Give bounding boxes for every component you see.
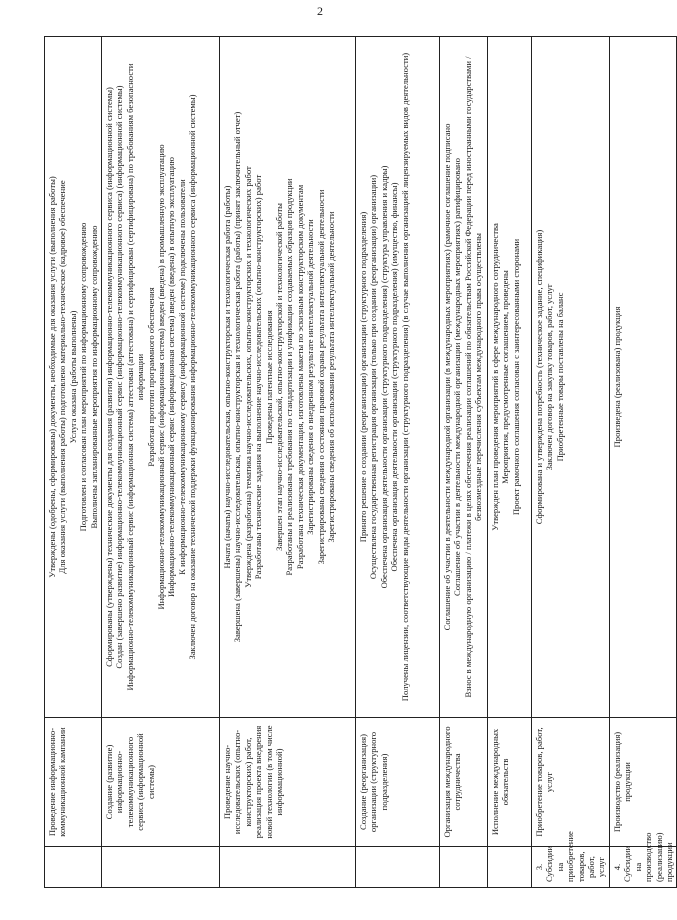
- result-line: Информационно-телекоммуникационный сервис (информационная система) аттестован (аттестована) и сертифицирован (сертифицирована) по требованиям безопасности информации: [124, 63, 146, 691]
- table-cell-subject: Проведение информационно-коммуникационной кампании: [45, 718, 102, 847]
- result-line: Разработан прототип программного обеспечения: [145, 287, 156, 467]
- result-line: Заключен договор на оказание технической поддержки функционирования информационно-телекоммуникационного сервиса (информационной системы): [187, 94, 198, 660]
- table-row: [220, 37, 356, 888]
- table-cell-empty: [45, 847, 102, 888]
- table-row: [609, 37, 676, 888]
- result-line: Проведены патентные исследования: [263, 310, 274, 444]
- rotated-page: [44, 36, 674, 888]
- table-row: [356, 37, 440, 888]
- table-cell-results: [609, 37, 676, 718]
- result-line: Обеспечена организация деятельности организации (структурного подразделения) (структура управления и кадры): [378, 165, 389, 589]
- result-line: Завершена (завершены) научно-исследовательская, опытно-конструкторская и технологическая работа (работы) (принят заключительный отчет): [232, 111, 243, 643]
- table-cell-results: [440, 37, 488, 718]
- table-cell-subject: Организация международного сотрудничества: [440, 718, 488, 847]
- result-line: Завершен этап научно-исследовательской, опытно-конструкторской и технологической работы: [274, 203, 285, 551]
- table-cell-empty: [102, 847, 220, 888]
- result-line: Зарегистрированы сведения о состоянии правовой охраны результата интеллектуальной деятельности: [315, 189, 326, 565]
- result-line: Соглашение об участии в деятельности международной организации (в международных мероприятиях) (рамочное соглашение подписано: [442, 123, 453, 631]
- table-cell-results: [532, 37, 610, 718]
- table-row: [102, 37, 220, 888]
- result-line: Принято решение о создании (реорганизации) организации (структурного подразделения): [358, 211, 369, 543]
- result-line: Соглашение об участии в деятельности международной организации (международных мероприятиях) ратифицировано: [452, 158, 463, 596]
- table-cell-results: [356, 37, 440, 718]
- result-line: Зарегистрированы сведения о внедренном результате интеллектуальной деятельности: [305, 219, 316, 535]
- result-line: Сформированы (утверждены) технические документы для создания (развития) информационно-телекоммуникационного сервиса (информационной системы): [104, 87, 115, 667]
- result-line: Обеспечена организация деятельности организации (структурного подразделения) (имущество, финансы): [389, 182, 400, 572]
- table-cell-results: [220, 37, 356, 718]
- table-cell-subject: Создание (развитие) информационно-телекоммуникационного сервиса (информационной системы): [102, 718, 220, 847]
- measures-table: [44, 36, 677, 888]
- table-cell-number: 4. Субсидии на производство (реализацию) продукции: [609, 847, 676, 888]
- result-line: Получены лицензии, соответствующие виды деятельности организации (структурного подразделения) (в случае выполнения организацией лицензируемых видов деятельности): [399, 52, 410, 702]
- result-line: Создан (завершено развитие) информационно-телекоммуникационный сервис (информационно-телекоммуникационного сервиса) (информационной системы): [114, 85, 125, 669]
- result-line: Для оказания услуги (выполнения работы) подготовлено материально-техническое (кадровое) обеспечение: [57, 180, 68, 574]
- table-cell-results: [45, 37, 102, 718]
- table-row: [45, 37, 102, 888]
- table-cell-empty: [440, 847, 488, 888]
- table-cell-number: 3. Субсидии на приобретение товаров, работ, услуг: [532, 847, 610, 888]
- result-line: Информационно-телекоммуникационный сервис (информационная система) введен (введена) в опытную эксплуатацию: [166, 157, 177, 597]
- result-line: Произведена (реализована) продукция: [611, 306, 622, 448]
- result-line: Осуществлена государственная регистрация организации (только при создании (реорганизации) организации): [368, 174, 379, 580]
- table-cell-empty: [220, 847, 356, 888]
- table-cell-subject: Создание (реорганизация) организации (структурного подразделения): [356, 718, 440, 847]
- result-line: Утверждена (разработана) тематика научно-исследовательских, опытно-конструкторских и технологических работ: [242, 166, 253, 588]
- table-cell-subject: Исполнение международных обязательств: [488, 718, 532, 847]
- result-line: Проект рамочного соглашения согласован с заинтересованными сторонами: [510, 238, 521, 516]
- table-cell-empty: [356, 847, 440, 888]
- result-line: Услуга оказана (работы выполнены): [67, 310, 78, 444]
- result-line: Заключен договор на закупку товаров, работ, услуг: [544, 283, 555, 471]
- result-line: Подготовлен и согласован план мероприятий по информационному сопровождению: [78, 222, 89, 532]
- result-line: Утверждены (одобрены, сформированы) документы, необходимые для оказания услуги (выполнения работы): [47, 176, 57, 578]
- table-row: [440, 37, 488, 888]
- result-line: Зарегистрированы сведения об использовании результата интеллектуальной деятельности: [326, 211, 337, 543]
- result-line: Разработаны и реализованы требования по стандартизации и унификации создаваемых образцов продукции: [284, 178, 295, 576]
- result-line: Утвержден план проведения мероприятий в сфере международного сотрудничества: [490, 223, 501, 531]
- table-cell-subject: Производство (реализация) продукции: [609, 718, 676, 847]
- table-row: [532, 37, 610, 888]
- result-line: Взнос в международную организацию / платежи в целях обеспечения реализации соглашений по обязательствам Российской Федерации перед иностранными государствами / безвозмездные перечисления субъектам международного права осуществлены: [462, 56, 484, 698]
- page-number: 2: [317, 4, 323, 18]
- table-cell-results: [102, 37, 220, 718]
- result-line: Разработаны технические задания на выполнение научно-исследовательских (опытно-конструкторских) работ: [253, 174, 264, 580]
- result-line: Начата (начаты) научно-исследовательская, опытно-конструкторская и технологическая работа (работы): [222, 185, 233, 569]
- table-row: [488, 37, 532, 888]
- table-cell-empty: [488, 847, 532, 888]
- table-cell-results: [488, 37, 532, 718]
- result-line: Приобретенные товары поставлены на баланс: [554, 292, 565, 462]
- table-cell-subject: Проведение научно-исследовательских (опытно-конструкторских) работ, реализация проекта внедрения новой технологии (в том числе информационной): [220, 718, 356, 847]
- result-line: К информационно-телекоммуникационному сервису (информационной системе) подключены пользователи: [176, 179, 187, 575]
- result-line: Выполнены запланированные мероприятия по информационному сопровождению: [88, 225, 99, 529]
- result-line: Мероприятия, предусмотренные соглашением, проведены: [500, 270, 511, 484]
- result-line: Сформирована и утверждена потребность (техническое задание, спецификация): [534, 229, 545, 525]
- result-line: Разработана техническая документация, изготовлены макеты по эскизным конструкторским документам: [294, 184, 305, 570]
- result-line: Информационно-телекоммуникационный сервис (информационная система) введен (введена) в промышленную эксплуатацию: [156, 144, 167, 610]
- table-cell-subject: Приобретение товаров, работ, услуг: [532, 718, 610, 847]
